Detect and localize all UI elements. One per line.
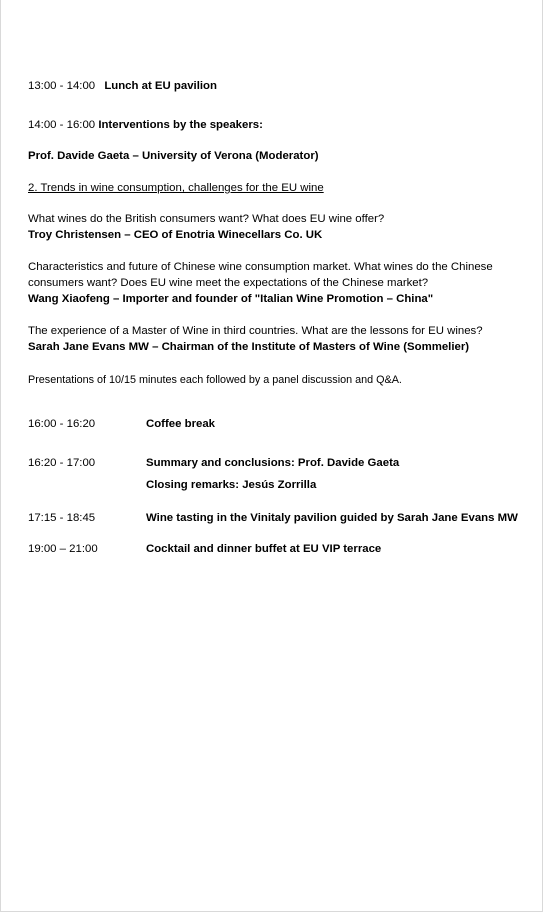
talk-question: What wines do the British consumers want? What does EU wine offer? <box>28 213 385 225</box>
schedule-item: Cocktail and dinner buffet at EU VIP terrace <box>146 543 382 555</box>
schedule-time: 16:20 - 17:00 <box>28 457 96 469</box>
schedule-item: Closing remarks: Jesús Zorrilla <box>146 479 317 491</box>
lunch-time: 13:00 - 14:00 <box>28 80 96 92</box>
talk-speaker: Wang Xiaofeng – Importer and founder of "Italian Wine Promotion – China" <box>28 293 434 305</box>
interventions-label: Interventions by the speakers: <box>98 119 263 131</box>
format-note: Presentations of 10/15 minutes each followed by a panel discussion and Q&A. <box>28 374 402 386</box>
schedule-item: Summary and conclusions: Prof. Davide Gaeta <box>146 457 400 469</box>
moderator-line: Prof. Davide Gaeta – University of Verona (Moderator) <box>28 150 319 162</box>
talk-question: Characteristics and future of Chinese wine consumption market. What wines do the Chinese <box>28 261 493 273</box>
talk-question: consumers want? Does EU wine meet the expectations of the Chinese market? <box>28 277 429 289</box>
interventions-row <box>28 118 263 133</box>
talk-speaker: Troy Christensen – CEO of Enotria Winecellars Co. UK <box>28 229 323 241</box>
schedule-time: 16:00 - 16:20 <box>28 418 96 430</box>
lunch-label: Lunch at EU pavilion <box>104 80 217 92</box>
interventions-time: 14:00 - 16:00 <box>28 119 96 131</box>
lunch-row <box>28 79 217 94</box>
talk-speaker: Sarah Jane Evans MW – Chairman of the Institute of Masters of Wine (Sommelier) <box>28 341 470 353</box>
schedule-time: 19:00 – 21:00 <box>28 543 98 555</box>
schedule-time: 17:15 - 18:45 <box>28 512 96 524</box>
schedule-item: Wine tasting in the Vinitaly pavilion guided by Sarah Jane Evans MW <box>146 512 518 524</box>
schedule-item: Coffee break <box>146 418 216 430</box>
session-title: 2. Trends in wine consumption, challenges for the EU wine <box>28 182 324 194</box>
talk-question: The experience of a Master of Wine in third countries. What are the lessons for EU wines? <box>28 325 483 337</box>
